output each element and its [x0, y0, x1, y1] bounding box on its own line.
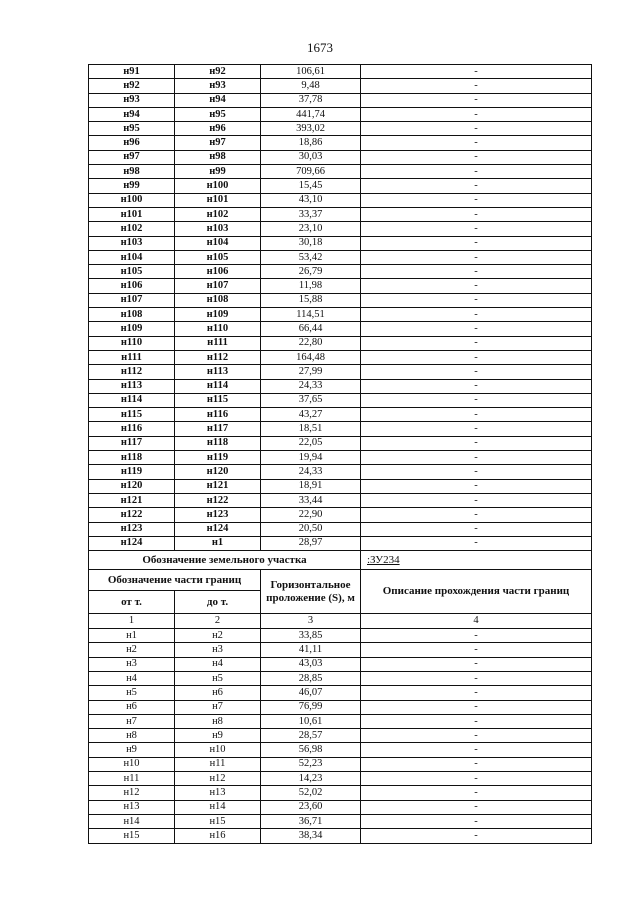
distance: 41,11: [261, 643, 361, 657]
distance: 36,71: [261, 814, 361, 828]
to-point: н111: [175, 336, 261, 350]
to-point: н97: [175, 136, 261, 150]
table-row: [89, 436, 592, 450]
distance: 18,86: [261, 136, 361, 150]
description: -: [361, 79, 592, 93]
distance: 27,99: [261, 365, 361, 379]
to-point: н16: [175, 829, 261, 843]
description: -: [361, 743, 592, 757]
description: -: [361, 729, 592, 743]
page-number: 1673: [307, 40, 333, 55]
from-point: н115: [89, 408, 175, 422]
distance: 15,88: [261, 293, 361, 307]
table-row: [89, 629, 592, 643]
to-point: н15: [175, 814, 261, 828]
distance: 28,97: [261, 536, 361, 550]
table-row: [89, 493, 592, 507]
to-point: н13: [175, 786, 261, 800]
table-row: [89, 479, 592, 493]
table-row: [89, 786, 592, 800]
table-row: [89, 757, 592, 771]
distance: 14,23: [261, 772, 361, 786]
table-row: [89, 136, 592, 150]
description: -: [361, 493, 592, 507]
table-row: [89, 93, 592, 107]
to-point: н119: [175, 451, 261, 465]
to-point: н1: [175, 536, 261, 550]
from-point: н116: [89, 422, 175, 436]
col-number: 3: [261, 614, 361, 629]
to-point: н115: [175, 393, 261, 407]
table-row: [89, 536, 592, 550]
table-row: [89, 422, 592, 436]
distance: 10,61: [261, 714, 361, 728]
description: -: [361, 250, 592, 264]
table-row: [89, 365, 592, 379]
to-point: н12: [175, 772, 261, 786]
from-point: н120: [89, 479, 175, 493]
from-point: н4: [89, 671, 175, 685]
from-point: н119: [89, 465, 175, 479]
description: -: [361, 179, 592, 193]
from-point: н10: [89, 757, 175, 771]
distance: 37,78: [261, 93, 361, 107]
table-row: [89, 236, 592, 250]
from-point: н96: [89, 136, 175, 150]
to-point: н3: [175, 643, 261, 657]
table-row: [89, 107, 592, 121]
description: -: [361, 393, 592, 407]
to-point: н124: [175, 522, 261, 536]
to-point: н116: [175, 408, 261, 422]
from-point: н110: [89, 336, 175, 350]
distance: 24,33: [261, 379, 361, 393]
to-point: н10: [175, 743, 261, 757]
description: -: [361, 814, 592, 828]
bottom-rows-body: [89, 629, 592, 843]
distance: 114,51: [261, 308, 361, 322]
distance: 30,03: [261, 150, 361, 164]
horizontal-label: Горизонтальное проложение (S), м: [261, 570, 361, 614]
table-row: [89, 222, 592, 236]
distance: 18,91: [261, 479, 361, 493]
to-point: н123: [175, 508, 261, 522]
table-row: [89, 657, 592, 671]
table-row: [89, 65, 592, 79]
distance: 66,44: [261, 322, 361, 336]
to-point: н108: [175, 293, 261, 307]
to-point: н107: [175, 279, 261, 293]
distance: 20,50: [261, 522, 361, 536]
distance: 23,10: [261, 222, 361, 236]
from-point: н122: [89, 508, 175, 522]
col-number: 1: [89, 614, 175, 629]
distance: 164,48: [261, 350, 361, 364]
to-point: н6: [175, 686, 261, 700]
distance: 33,44: [261, 493, 361, 507]
description: -: [361, 365, 592, 379]
table-row: [89, 165, 592, 179]
table-row: [89, 465, 592, 479]
table-row: [89, 700, 592, 714]
from-point: н93: [89, 93, 175, 107]
distance: 28,57: [261, 729, 361, 743]
from-point: н105: [89, 265, 175, 279]
description: -: [361, 508, 592, 522]
to-point: н100: [175, 179, 261, 193]
to-point: н93: [175, 79, 261, 93]
from-point: н107: [89, 293, 175, 307]
to-point: н11: [175, 757, 261, 771]
to-point: н95: [175, 107, 261, 121]
table-row: [89, 279, 592, 293]
description: -: [361, 122, 592, 136]
description: -: [361, 322, 592, 336]
description: -: [361, 93, 592, 107]
from-point: н95: [89, 122, 175, 136]
table-row: [89, 772, 592, 786]
to-point: н122: [175, 493, 261, 507]
from-point: н7: [89, 714, 175, 728]
to-point: н102: [175, 207, 261, 221]
table-row: [89, 207, 592, 221]
description: -: [361, 293, 592, 307]
to-point: н4: [175, 657, 261, 671]
from-point: н11: [89, 772, 175, 786]
table-row: [89, 686, 592, 700]
to-label: до т.: [175, 591, 261, 614]
from-point: н98: [89, 165, 175, 179]
top-rows-body: [89, 65, 592, 551]
table-row: [89, 508, 592, 522]
from-point: н123: [89, 522, 175, 536]
description: -: [361, 222, 592, 236]
to-point: н92: [175, 65, 261, 79]
table-row: [89, 193, 592, 207]
distance: 26,79: [261, 265, 361, 279]
from-point: н8: [89, 729, 175, 743]
table-row: [89, 729, 592, 743]
description: -: [361, 379, 592, 393]
col-number: 4: [361, 614, 592, 629]
description: -: [361, 408, 592, 422]
from-point: н9: [89, 743, 175, 757]
description: -: [361, 136, 592, 150]
description: -: [361, 522, 592, 536]
table-row: [89, 150, 592, 164]
distance: 22,05: [261, 436, 361, 450]
description: -: [361, 757, 592, 771]
description: -: [361, 165, 592, 179]
description: -: [361, 193, 592, 207]
boundary-table: [88, 64, 592, 844]
col-number: 2: [175, 614, 261, 629]
to-point: н109: [175, 308, 261, 322]
table-row: [89, 308, 592, 322]
distance: 441,74: [261, 107, 361, 121]
distance: 43,27: [261, 408, 361, 422]
to-point: н105: [175, 250, 261, 264]
plot-code: :ЗУ234: [361, 551, 592, 570]
distance: 106,61: [261, 65, 361, 79]
header-row-1: [89, 570, 592, 591]
from-point: н6: [89, 700, 175, 714]
plot-label: Обозначение земельного участка: [89, 551, 361, 570]
description: -: [361, 671, 592, 685]
description: -: [361, 800, 592, 814]
description: -: [361, 772, 592, 786]
distance: 22,90: [261, 508, 361, 522]
to-point: н7: [175, 700, 261, 714]
to-point: н98: [175, 150, 261, 164]
description: -: [361, 536, 592, 550]
description: -: [361, 350, 592, 364]
to-point: н8: [175, 714, 261, 728]
distance: 393,02: [261, 122, 361, 136]
distance: 43,03: [261, 657, 361, 671]
description: -: [361, 436, 592, 450]
to-point: н94: [175, 93, 261, 107]
distance: 33,37: [261, 207, 361, 221]
table-row: [89, 671, 592, 685]
description: -: [361, 657, 592, 671]
from-point: н103: [89, 236, 175, 250]
distance: 11,98: [261, 279, 361, 293]
distance: 709,66: [261, 165, 361, 179]
table-row: [89, 829, 592, 843]
from-point: н94: [89, 107, 175, 121]
distance: 18,51: [261, 422, 361, 436]
table-row: [89, 336, 592, 350]
table-row: [89, 265, 592, 279]
table-row: [89, 522, 592, 536]
to-point: н9: [175, 729, 261, 743]
to-point: н118: [175, 436, 261, 450]
description: -: [361, 265, 592, 279]
to-point: н106: [175, 265, 261, 279]
to-point: н121: [175, 479, 261, 493]
to-point: н2: [175, 629, 261, 643]
description: -: [361, 700, 592, 714]
to-point: н5: [175, 671, 261, 685]
to-point: н14: [175, 800, 261, 814]
to-point: н104: [175, 236, 261, 250]
description: -: [361, 236, 592, 250]
to-point: н120: [175, 465, 261, 479]
plot-row: [89, 551, 592, 570]
description: -: [361, 629, 592, 643]
distance: 30,18: [261, 236, 361, 250]
distance: 52,23: [261, 757, 361, 771]
description: -: [361, 686, 592, 700]
from-point: н97: [89, 150, 175, 164]
table-row: [89, 408, 592, 422]
distance: 23,60: [261, 800, 361, 814]
from-point: н5: [89, 686, 175, 700]
table-row: [89, 393, 592, 407]
distance: 33,85: [261, 629, 361, 643]
table-row: [89, 250, 592, 264]
table-row: [89, 122, 592, 136]
description: -: [361, 336, 592, 350]
from-point: н14: [89, 814, 175, 828]
from-point: н15: [89, 829, 175, 843]
description: -: [361, 786, 592, 800]
from-point: н118: [89, 451, 175, 465]
from-point: н102: [89, 222, 175, 236]
to-point: н99: [175, 165, 261, 179]
description: -: [361, 422, 592, 436]
table-row: [89, 79, 592, 93]
from-point: н117: [89, 436, 175, 450]
to-point: н96: [175, 122, 261, 136]
table-row: [89, 714, 592, 728]
from-point: н91: [89, 65, 175, 79]
table-row: [89, 743, 592, 757]
table-row: [89, 451, 592, 465]
description: -: [361, 643, 592, 657]
table-row: [89, 293, 592, 307]
description: -: [361, 829, 592, 843]
table-row: [89, 800, 592, 814]
to-point: н112: [175, 350, 261, 364]
from-point: н112: [89, 365, 175, 379]
from-point: н111: [89, 350, 175, 364]
table-row: [89, 643, 592, 657]
from-point: н121: [89, 493, 175, 507]
distance: 24,33: [261, 465, 361, 479]
from-point: н100: [89, 193, 175, 207]
from-point: н101: [89, 207, 175, 221]
from-point: н109: [89, 322, 175, 336]
from-label: от т.: [89, 591, 175, 614]
description: -: [361, 207, 592, 221]
to-point: н101: [175, 193, 261, 207]
from-point: н13: [89, 800, 175, 814]
distance: 52,02: [261, 786, 361, 800]
from-point: н113: [89, 379, 175, 393]
from-point: н104: [89, 250, 175, 264]
from-point: н12: [89, 786, 175, 800]
to-point: н103: [175, 222, 261, 236]
from-point: н92: [89, 79, 175, 93]
to-point: н114: [175, 379, 261, 393]
from-point: н108: [89, 308, 175, 322]
table-row: [89, 814, 592, 828]
from-point: н106: [89, 279, 175, 293]
distance: 37,65: [261, 393, 361, 407]
to-point: н113: [175, 365, 261, 379]
table-row: [89, 322, 592, 336]
description: -: [361, 65, 592, 79]
distance: 9,48: [261, 79, 361, 93]
description: -: [361, 451, 592, 465]
plot-header-body: [89, 551, 592, 629]
table-row: [89, 350, 592, 364]
table-row: [89, 379, 592, 393]
distance: 28,85: [261, 671, 361, 685]
description: -: [361, 308, 592, 322]
distance: 76,99: [261, 700, 361, 714]
distance: 19,94: [261, 451, 361, 465]
description: -: [361, 107, 592, 121]
distance: 15,45: [261, 179, 361, 193]
table-row: [89, 179, 592, 193]
distance: 38,34: [261, 829, 361, 843]
to-point: н117: [175, 422, 261, 436]
from-point: н124: [89, 536, 175, 550]
from-point: н114: [89, 393, 175, 407]
from-point: н1: [89, 629, 175, 643]
distance: 53,42: [261, 250, 361, 264]
from-point: н2: [89, 643, 175, 657]
from-point: н99: [89, 179, 175, 193]
description-label: Описание прохождения части границ: [361, 570, 592, 614]
to-point: н110: [175, 322, 261, 336]
description: -: [361, 150, 592, 164]
description: -: [361, 465, 592, 479]
distance: 43,10: [261, 193, 361, 207]
distance: 46,07: [261, 686, 361, 700]
column-number-row: [89, 614, 592, 629]
part-label: Обозначение части границ: [89, 570, 261, 591]
distance: 22,80: [261, 336, 361, 350]
from-point: н3: [89, 657, 175, 671]
description: -: [361, 279, 592, 293]
description: -: [361, 714, 592, 728]
distance: 56,98: [261, 743, 361, 757]
description: -: [361, 479, 592, 493]
